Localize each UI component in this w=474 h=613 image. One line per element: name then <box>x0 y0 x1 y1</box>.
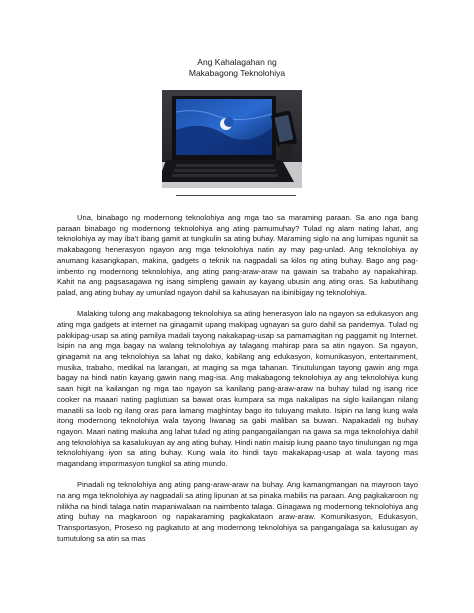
title-line-2: Makabagong Teknolohiya <box>188 68 286 78</box>
paragraph-1: Una, binabago ng modernong teknolohiya ang mga tao sa maraming paraan. Sa ano nga bang paraan binabago ng modernong teknolohiya ang ating pamumuhay? Tulad ng alam nating lahat, ang teknolohiya ay may iba't ibang gamit at tungkulin sa ating buhay. Maraming siglo na ang lumipas nguniit sa makabagong henerasyon ngayon ang mga teknolohiya natin ay may pag-unlad. Ang teknolohiya ay anumang kasangkapan, makina, gadgets o teknik na nagpadali sa kilos ng ating buhay. Bago ang pag-imbento ng modernong teknolohiya, ang ating pang-araw-araw na gawain sa trabaho ay napakahirap. Kahit na ang pagsasagawa ng isang simpleng gawain ay kayang ubusin ang ating oras. Sa kabutihang palad, ang ating buhay ay umunlad ngayon dahil sa kahusayan na ibinibigay ng teknolohiya. <box>57 213 418 297</box>
laptop-photo-illustration <box>162 90 302 188</box>
paragraph-3: Pinadali ng teknolohiya ang ating pang-araw-araw na buhay. Ang kamangmangan na mayroon tayo na ang mga teknolohiya ay nagpadali sa ating lipunan at sa pinaka mabilis na paraan. Ang pagkakaroon ng nilikha na hindi talaga natin mapaniwalaan na naimbento talaga. Ginagawa ng modernong teknolohiya ang ating buhay na magkaroon ng napakaraming pagkakataon araw-araw. Komunikasyon, Edukasyon, Transportasyon, Proseso ng pagkatuto at ang modernong teknolohiya sa pangangalaga sa kalusugan ay tumutulong sa atin sa mas <box>57 480 418 543</box>
document-title <box>0 57 474 79</box>
divider-line <box>176 195 296 196</box>
laptop-and-phone-photo <box>162 90 302 188</box>
paragraph-2: Malaking tulong ang makabagong teknolohiya sa ating henerasyon lalo na ngayon sa edukasyon ang ating mga gadgets at internet na ginagamit upang makipag ugnayan sa guro dahil sa pandemya. Tulad ng pakikipag-usap sa ating pamilya madali tayong nakakapag-usap sa pamamagitan ng paggamit ng Internet. Isipin na ang mga bagay na walang teknolohiya ay talagang mahirap para sa atin ngayon. Sa ngayon, ginagamit na ang teknolohiya sa lahat ng dako, kabilang ang edukasyon, komunikasyon, entertainment, musika, trabaho, medikal na larangan, at maging sa mga tahanan. Tinutulungan tayong gawin ang mga bagay na hindi natin kayang gawin nang mag-isa. Ang makabagong teknolohiya ay ang teknolohiya kung saan higit na kailangan ng mga tao ngayon sa kanilang pang-araw-araw na buhay tulad ng isang rice cooker na maaari nating paglutuan sa bawat oras kumpara sa mga nakalipas na siglo kailangan nilang manatili sa loob ng ilang oras para lamang maghintay bago ito tuluyang maluto. Isipin na lang kung wala itong modernong teknolohiya wala tayong liwanag sa gabi maliban sa buwan. Napakadali ng buhay ngayon. Maari nating makuha ang lahat tulad ng ating pangangailangan na gawa sa mga teknolohiya dahil ang teknolohiya sa kasalukuyan ay ang ating buhay. Hindi natin maisip kung paano tayo tinulungan ng mga teknolohiyang iyon sa ating buhay. Kung wala ito hindi tayo makakapag-usap at wala tayong mas magandang impormasyon tungkol sa ating mundo. <box>57 309 418 469</box>
title-line-1: Ang Kahalagahan ng <box>197 57 277 67</box>
document-body <box>57 213 418 555</box>
